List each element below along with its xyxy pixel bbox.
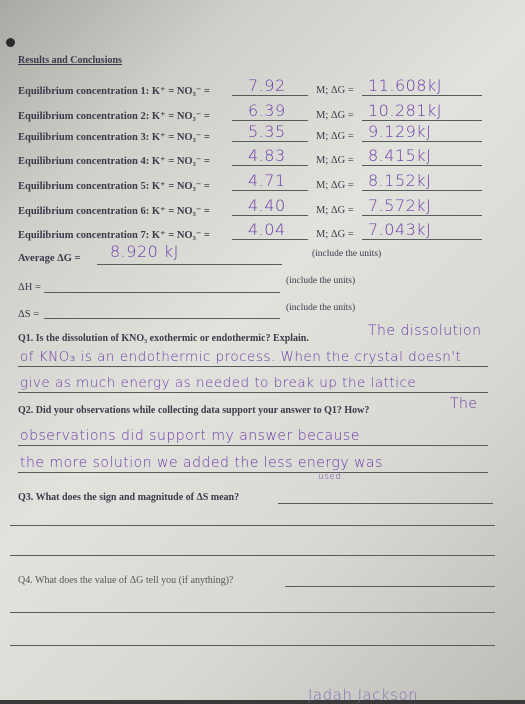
eq-row-7-dg-line [362, 239, 482, 240]
q3-question: Q3. What does the sign and magnitude of ΔS mean? [18, 492, 240, 503]
eq-row-1-label: Equilibrium concentration 1: K⁺ = NO₃⁻ = [18, 86, 210, 97]
eq-row-7-conc-line [232, 239, 308, 240]
q2-answer-line-4: used. [318, 472, 346, 482]
eq-row-4-label: Equilibrium concentration 4: K⁺ = NO₃⁻ = [18, 156, 210, 167]
eq-row-3-dg-line [362, 141, 482, 142]
eq-row-7-conc-value: 4.04 [248, 220, 286, 239]
eq-row-1-conc-value: 7.92 [248, 76, 286, 95]
eq-row-7-dg-value: 7.043kJ [368, 220, 432, 239]
eq-row-4-conc-line [232, 165, 308, 166]
signature: Jadah Jackson [308, 686, 419, 704]
q2-question: Q2. Did your observations while collecting data support your answer to Q1? How? [18, 405, 370, 416]
eq-row-5-label: Equilibrium concentration 5: K⁺ = NO₃⁻ = [18, 181, 210, 192]
q2-answer-line-1: The [450, 396, 478, 412]
eq-row-2-m-label: M; ΔG = [316, 110, 354, 121]
eq-row-2-conc-line [232, 120, 308, 121]
q1-answer-line-3: give as much energy as needed to break up the lattice [20, 375, 417, 391]
q1-answer-line-2: of KNO₃ is an endothermic process. When the crystal doesn't [20, 349, 462, 365]
eq-row-1-conc-line [232, 95, 308, 96]
ds-units-note: (include the units) [286, 303, 356, 313]
eq-row-4-conc-value: 4.83 [248, 146, 286, 165]
q2-line-1 [18, 445, 488, 446]
eq-row-4-dg-value: 8.415kJ [368, 146, 432, 165]
eq-row-2-conc-value: 6.39 [248, 101, 286, 120]
q1-answer-line-1: The dissolution [368, 323, 482, 339]
average-dg-line [97, 264, 282, 265]
q4-line-0 [285, 586, 495, 587]
q2-answer-line-3: the more solution we added the less energy was [20, 455, 383, 471]
eq-row-6-conc-line [232, 215, 308, 216]
ds-label: ΔS = [18, 309, 40, 320]
eq-row-4-m-label: M; ΔG = [316, 155, 354, 166]
q4-question: Q4. What does the value of ΔG tell you (if anything)? [18, 575, 234, 586]
eq-row-1-dg-value: 11.608kJ [368, 76, 442, 95]
eq-row-5-conc-value: 4.71 [248, 171, 286, 190]
eq-row-7-m-label: M; ΔG = [316, 229, 354, 240]
eq-row-2-label: Equilibrium concentration 2: K⁺ = NO₃⁻ = [18, 111, 210, 122]
eq-row-5-dg-value: 8.152kJ [368, 171, 432, 190]
eq-row-4-dg-line [362, 165, 482, 166]
q4-line-2 [10, 645, 495, 646]
eq-row-6-conc-value: 4.40 [248, 196, 286, 215]
average-units-note: (include the units) [312, 249, 382, 259]
dh-label: ΔH = [18, 282, 41, 293]
eq-row-3-conc-line [232, 141, 308, 142]
eq-row-3-m-label: M; ΔG = [316, 131, 354, 142]
q1-line-1 [18, 366, 488, 367]
average-dg-value: 8.920 kJ [110, 242, 179, 261]
eq-row-1-dg-line [362, 95, 482, 96]
dh-units-note: (include the units) [286, 276, 356, 286]
eq-row-3-dg-value: 9.129kJ [368, 122, 432, 141]
q3-line-2 [10, 555, 495, 556]
eq-row-2-dg-line [362, 120, 482, 121]
q1-question: Q1. Is the dissolution of KNO₃ exothermic or endothermic? Explain. [18, 333, 309, 344]
eq-row-5-dg-line [362, 190, 482, 191]
q2-line-2 [18, 472, 488, 473]
eq-row-6-dg-value: 7.572kJ [368, 196, 432, 215]
binder-hole [6, 38, 15, 47]
eq-row-6-m-label: M; ΔG = [316, 205, 354, 216]
eq-row-5-conc-line [232, 190, 308, 191]
eq-row-1-m-label: M; ΔG = [316, 85, 354, 96]
q4-line-1 [10, 612, 495, 613]
q3-line-0 [278, 503, 493, 504]
eq-row-5-m-label: M; ΔG = [316, 180, 354, 191]
q2-answer-line-2: observations did support my answer because [20, 428, 360, 444]
q1-line-2 [18, 392, 488, 393]
section-heading: Results and Conclusions [18, 55, 122, 66]
eq-row-3-label: Equilibrium concentration 3: K⁺ = NO₃⁻ = [18, 132, 210, 143]
eq-row-7-label: Equilibrium concentration 7: K⁺ = NO₃⁻ = [18, 230, 210, 241]
eq-row-6-dg-line [362, 215, 482, 216]
ds-line [44, 318, 280, 319]
eq-row-2-dg-value: 10.281kJ [368, 101, 442, 120]
eq-row-6-label: Equilibrium concentration 6: K⁺ = NO₃⁻ = [18, 206, 210, 217]
eq-row-3-conc-value: 5.35 [248, 122, 286, 141]
dh-line [44, 292, 280, 293]
average-dg-label: Average ΔG = [18, 253, 81, 264]
q3-line-1 [10, 525, 495, 526]
